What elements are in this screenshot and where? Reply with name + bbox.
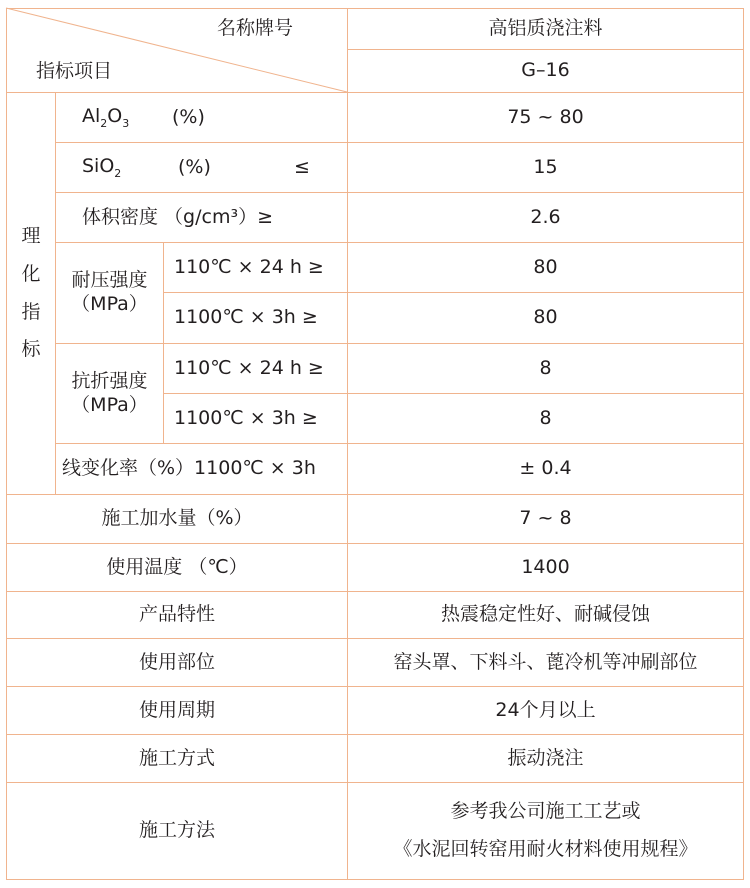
method-label: 施工方法 — [138, 819, 215, 842]
linear-change-label: 线变化率（%）1100℃ × 3h — [62, 457, 316, 480]
density-value: 2.6 — [530, 205, 561, 228]
row-label: 使用部位 — [138, 650, 215, 673]
method-value-line: 参考我公司施工工艺或 — [450, 800, 641, 823]
method-value-line: 《水泥回转窑用耐火材料使用规程》 — [393, 838, 698, 860]
al2o3-unit: (%) — [172, 105, 205, 128]
row-label: 使用温度 （℃） — [106, 555, 248, 578]
flexural-label: 抗折强度 （MPa） — [71, 369, 148, 416]
flex-condition: 1100℃ × 3h ≥ — [174, 406, 318, 429]
sio2-label: SiO$_2$ — [82, 154, 122, 180]
row-value: 24个月以上 — [495, 698, 596, 721]
row-value: 热震稳定性好、耐碱侵蚀 — [440, 603, 650, 626]
ccs-value: 80 — [533, 306, 558, 329]
flex-condition: 110℃ × 24 h ≥ — [174, 356, 324, 379]
product-name: 高铝质浇注料 — [488, 17, 603, 40]
row-label: 施工加水量（%） — [101, 507, 253, 530]
ccs-condition: 110℃ × 24 h ≥ — [174, 255, 324, 278]
ccs-value: 80 — [533, 255, 558, 278]
item-label: 指标项目 — [36, 60, 113, 83]
group-label-physchem — [7, 93, 55, 494]
brand-label: 名称牌号 — [216, 17, 293, 40]
grade: G–16 — [521, 59, 570, 82]
al2o3-value: 75 ~ 80 — [507, 105, 584, 128]
row-label: 产品特性 — [138, 603, 215, 626]
sio2-op: ≤ — [294, 155, 310, 178]
sio2-value: 15 — [533, 155, 558, 178]
group-label-char: 标 — [21, 338, 41, 361]
al2o3-label: $Al_2O_3$ — [82, 104, 130, 130]
flex-value: 8 — [539, 406, 552, 429]
group-label-char: 指 — [21, 300, 41, 323]
ccs-condition: 1100℃ × 3h ≥ — [174, 306, 318, 329]
row-value: 振动浇注 — [507, 746, 584, 769]
row-value: 窑头罩、下料斗、蓖冷机等冲刷部位 — [393, 650, 698, 673]
linear-change-value: ± 0.4 — [519, 457, 572, 480]
cold-crushing-label: 耐压强度 （MPa） — [71, 269, 148, 315]
sio2-unit: (%) — [178, 155, 211, 178]
row-value: 1400 — [521, 555, 570, 578]
row-value: 7 ~ 8 — [519, 507, 572, 530]
method-value — [348, 783, 743, 879]
row-label: 使用周期 — [138, 698, 215, 721]
row-label: 施工方式 — [138, 746, 215, 769]
density-label: 体积密度 （g/cm³）≥ — [82, 205, 273, 228]
flex-value: 8 — [539, 356, 552, 379]
group-label-char: 化 — [21, 262, 41, 285]
group-label-char: 理 — [21, 225, 41, 247]
